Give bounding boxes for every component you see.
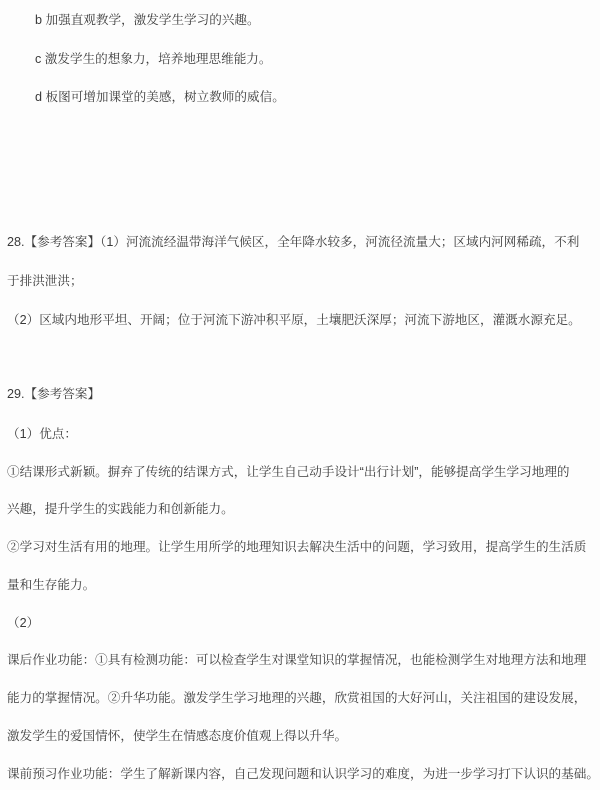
option-line-b: b 加强直观教学，激发学生学习的兴趣。 <box>35 13 260 27</box>
answer-29-line-3: 兴趣，提升学生的实践能力和创新能力。 <box>7 502 234 516</box>
answer-28-line-2: 于排洪泄洪； <box>7 274 83 288</box>
answer-28-line-3: （2）区域内地形平坦、开阔；位于河流下游冲积平原，土壤肥沃深厚；河流下游地区，灌溉水源充足。 <box>7 313 581 327</box>
answer-29-line-8: 能力的掌握情况。②升华功能。激发学生学习地理的兴趣，欣赏祖国的大好河山，关注祖国的建设发展， <box>7 691 587 705</box>
answer-29-line-2: ①结课形式新颖。摒弃了传统的结课方式，让学生自己动手设计“出行计划”，能够提高学生学习地理的 <box>7 465 570 479</box>
answer-29-line-9: 激发学生的爱国情怀，使学生在情感态度价值观上得以升华。 <box>7 729 348 743</box>
option-line-d: d 板图可增加课堂的美感，树立教师的威信。 <box>35 90 285 104</box>
answer-29-line-10: 课前预习作业功能：学生了解新课内容，自己发现问题和认识学习的难度，为进一步学习打下认识的基础。 <box>7 767 599 781</box>
answer-29-line-7: 课后作业功能：①具有检测功能：可以检查学生对课堂知识的掌握情况，也能检测学生对地理方法和地理 <box>7 653 587 667</box>
answer-29-line-5: 量和生存能力。 <box>7 578 96 592</box>
option-line-c: c 激发学生的想象力，培养地理思维能力。 <box>35 52 272 66</box>
answer-28-line-1: 28.【参考答案】（1）河流流经温带海洋气候区，全年降水较多，河流径流量大；区域内河网稀疏，不利 <box>7 235 580 249</box>
answer-29-line-4: ②学习对生活有用的地理。让学生用所学的地理知识去解决生活中的问题，学习致用，提高学生的生活质 <box>7 540 587 554</box>
answer-29-line-6: （2） <box>7 616 40 630</box>
answer-29-heading: 29.【参考答案】 <box>7 387 101 401</box>
answer-29-line-1: （1）优点： <box>7 427 77 441</box>
